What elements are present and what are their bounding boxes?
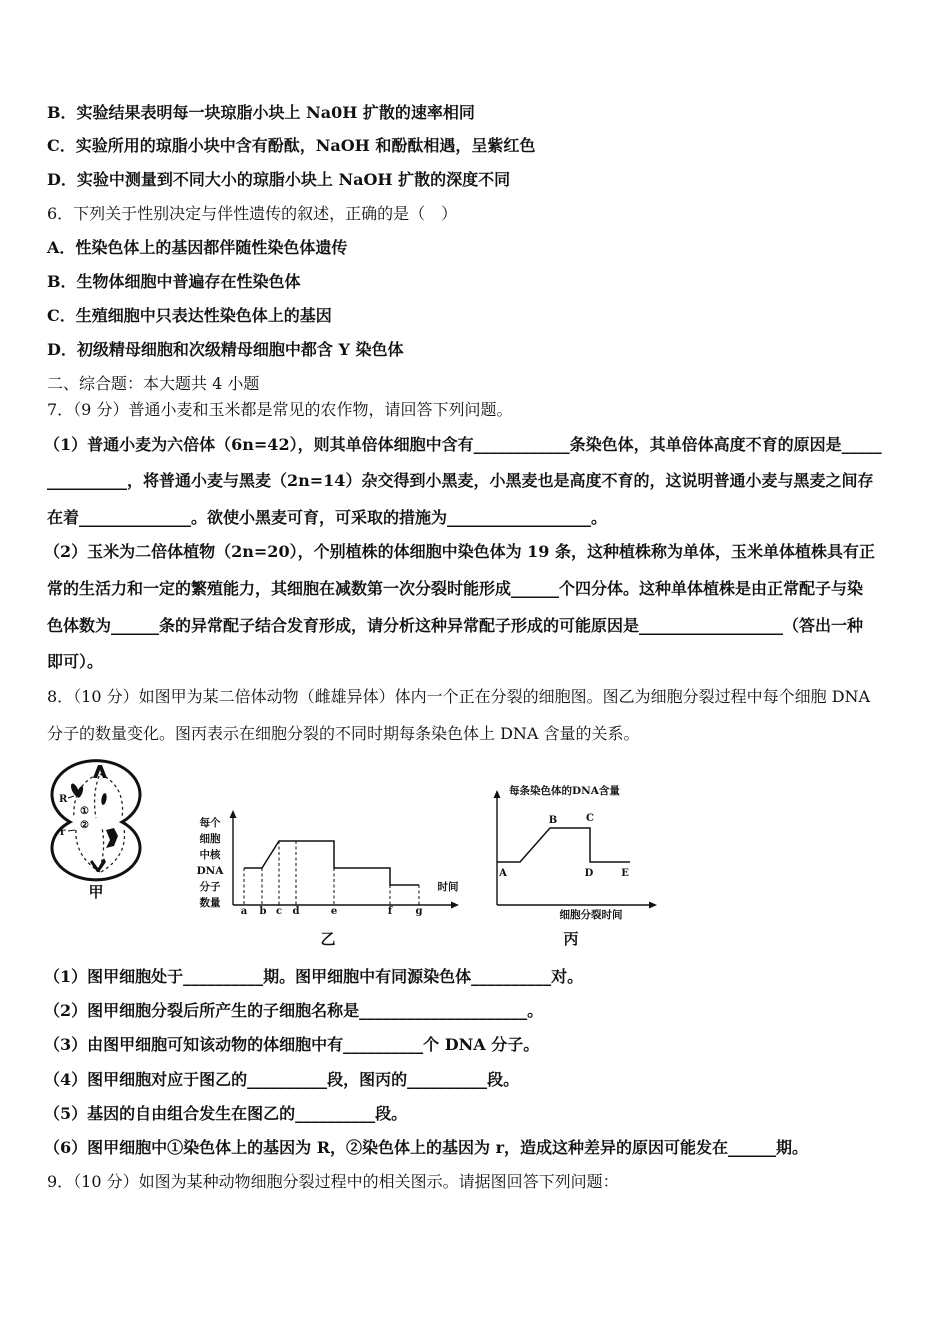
q6-option-d: D．初级精母细胞和次级精母细胞中都含 Y 染色体 xyxy=(47,340,404,359)
chromosome xyxy=(106,828,118,848)
chromosome-label-2: ② xyxy=(80,820,89,831)
q8-figure xyxy=(44,756,664,948)
caption-yi: 乙 xyxy=(320,930,336,948)
y-axis-arrow xyxy=(494,790,501,798)
caption-bing: 丙 xyxy=(563,930,579,948)
tick-label-b: b xyxy=(259,906,267,917)
q7-part1-line: 在着______________。欲使小黑麦可育，可采取的措施为__________________。 xyxy=(47,508,608,527)
chromosome xyxy=(100,793,107,806)
y-axis-label-line: DNA xyxy=(196,865,224,877)
q7-part2-line: （2）玉米为二倍体植物（2n=20），个别植株的体细胞中染色体为 19 条，这种植株称为单体，玉米单体植株具有正 xyxy=(44,542,875,561)
y-axis-label-line: 中核 xyxy=(199,849,221,861)
graph-bing xyxy=(494,784,658,948)
q7-part2-line: 即可）。 xyxy=(47,652,104,671)
q8-part-5: （5）基因的自由组合发生在图乙的__________段。 xyxy=(44,1104,408,1123)
q5-option-c: C．实验所用的琼脂小块中含有酚酞，NaOH 和酚酞相遇，呈紫红色 xyxy=(47,136,536,155)
q8-part-6: （6）图甲细胞中①染色体上的基因为 R，②染色体上的基因为 r，造成这种差异的原因可能发在______期。 xyxy=(44,1138,809,1157)
dna-per-chromosome-curve xyxy=(497,828,630,862)
q9-stem: 9．（10 分）如图为某种动物细胞分裂过程中的相关图示。请据图回答下列问题： xyxy=(47,1172,619,1191)
guide-lines xyxy=(244,841,419,905)
tick-label-g: g xyxy=(415,906,423,917)
point-label-D: D xyxy=(584,868,594,879)
q8-part-1: （1）图甲细胞处于__________期。图甲细胞中有同源染色体__________对。 xyxy=(44,967,584,986)
q6-option-b: B．生物体细胞中普遍存在性染色体 xyxy=(47,272,301,291)
gene-label-r: r xyxy=(60,827,66,838)
q7-part2-line: 色体数为______条的异常配子结合发育形成，请分析这种异常配子形成的可能原因是__________________（答出一种 xyxy=(47,616,864,635)
y-axis-label-line: 分子 xyxy=(199,881,221,893)
q8-part-3: （3）由图甲细胞可知该动物的体细胞中有__________个 DNA 分子。 xyxy=(44,1035,540,1054)
x-axis-label: 细胞分裂时间 xyxy=(559,909,623,921)
tick-label-d: d xyxy=(292,906,300,917)
q8-part-4: （4）图甲细胞对应于图乙的__________段，图丙的__________段。 xyxy=(44,1070,520,1089)
q6-option-c: C．生殖细胞中只表达性染色体上的基因 xyxy=(47,306,332,325)
q7-stem: 7．（9 分）普通小麦和玉米都是常见的农作物，请回答下列问题。 xyxy=(47,400,513,419)
tick-label-a: a xyxy=(240,906,248,917)
q6-stem: 6．下列关于性别决定与伴性遗传的叙述，正确的是（ ） xyxy=(47,204,458,223)
q7-part1-line: __________，将普通小麦与黑麦（2n=14）杂交得到小黑麦，小黑麦也是高度不育的，这说明普通小麦与黑麦之间存 xyxy=(47,471,874,490)
q5-option-d: D．实验中测量到不同大小的琼脂小块上 NaOH 扩散的深度不同 xyxy=(47,170,511,189)
q8-stem-line: 8．（10 分）如图甲为某二倍体动物（雌雄异体）体内一个正在分裂的细胞图。图乙为细胞分裂过程中每个细胞 DNA xyxy=(47,687,871,706)
label-pointer xyxy=(68,830,75,831)
q7-part2-line: 常的生活力和一定的繁殖能力，其细胞在减数第一次分裂时能形成______个四分体。这种单体植株是由正常配子与染 xyxy=(47,579,864,598)
point-label-B: B xyxy=(548,815,558,826)
gene-label-R: R xyxy=(59,794,68,805)
y-axis-label-line: 数量 xyxy=(199,897,221,909)
cell-diagram-jia xyxy=(52,761,140,901)
spindle-fiber xyxy=(76,828,100,872)
q8-part-2: （2）图甲细胞分裂后所产生的子细胞名称是_____________________。 xyxy=(44,1001,544,1020)
label-pointer xyxy=(68,796,74,798)
y-axis-arrow xyxy=(230,810,237,818)
x-axis-arrow xyxy=(451,902,459,909)
q6-option-a: A．性染色体上的基因都伴随性染色体遗传 xyxy=(47,238,348,257)
x-axis-arrow xyxy=(649,902,657,909)
point-label-C: C xyxy=(586,813,594,824)
point-label-E: E xyxy=(621,868,629,879)
y-axis-label-line: 每个 xyxy=(199,817,221,829)
q7-part1-line: （1）普通小麦为六倍体（6n=42），则其单倍体细胞中含有____________条染色体，其单倍体高度不育的原因是_____ xyxy=(44,435,882,454)
tick-label-c: c xyxy=(275,906,283,917)
chromosome xyxy=(93,765,107,778)
spindle-fiber xyxy=(95,776,99,818)
chromosome-label-1: ① xyxy=(80,806,89,817)
point-label-A: A xyxy=(499,868,507,879)
q8-stem-line: 分子的数量变化。图丙表示在细胞分裂的不同时期每条染色体上 DNA 含量的关系。 xyxy=(47,724,640,743)
y-axis-label-line: 细胞 xyxy=(199,833,221,845)
graph-yi xyxy=(197,810,459,948)
tick-label-e: e xyxy=(330,906,338,917)
tick-label-f: f xyxy=(387,906,393,917)
y-axis-label: 每条染色体的DNA含量 xyxy=(509,785,620,797)
cell-membrane xyxy=(52,761,140,880)
chromosome xyxy=(90,858,106,872)
x-axis-label: 时间 xyxy=(437,881,459,893)
caption-jia: 甲 xyxy=(88,883,104,901)
section-heading: 二、综合题：本大题共 4 小题 xyxy=(47,374,260,393)
dna-curve xyxy=(244,841,419,885)
q5-option-b: B．实验结果表明每一块琼脂小块上 Na0H 扩散的速率相同 xyxy=(47,103,475,122)
